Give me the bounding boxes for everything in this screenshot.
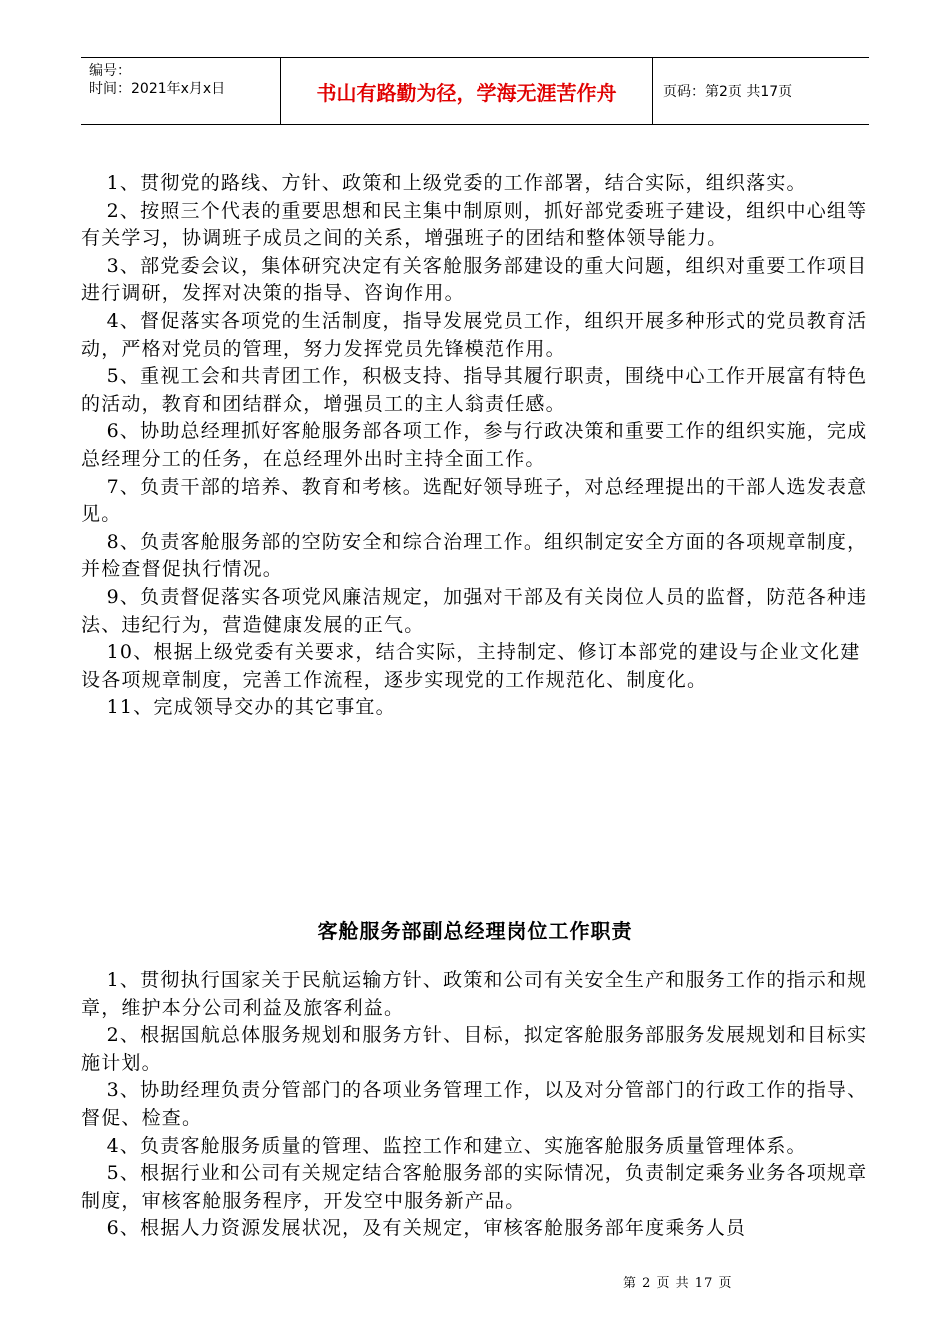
paragraph: 5、重视工会和共青团工作，积极支持、指导其履行职责，围绕中心工作开展富有特色的活动，教育和团结群众，增强员工的主人翁责任感。 [81,365,868,415]
document-time-label: 时间：2021年x月x日 [89,81,226,97]
paragraph: 4、督促落实各项党的生活制度，指导发展党员工作，组织开展多种形式的党员教育活动，严格对党员的管理，努力发挥党员先锋模范作用。 [81,309,868,360]
paragraph: 8、负责客舱服务部的空防安全和综合治理工作。组织制定安全方面的各项规章制度，并检查督促执行情况。 [81,530,868,581]
paragraph: 5、根据行业和公司有关规定结合客舱服务部的实际情况，负责制定乘务业务各项规章制度，审核客舱服务程序，开发空中服务新产品。 [81,1162,868,1212]
page-footer: 第 2 页 共 17 页 [623,1276,733,1291]
paragraph: 2、根据国航总体服务规划和服务方针、目标，拟定客舱服务部服务发展规划和目标实施计划。 [81,1024,868,1074]
section-title: 客舱服务部副总经理岗位工作职责 [317,919,633,943]
paragraph: 4、负责客舱服务质量的管理、监控工作和建立、实施客舱服务质量管理体系。 [106,1134,807,1157]
paragraph: 6、协助总经理抓好客舱服务部各项工作，参与行政决策和重要工作的组织实施，完成总经理分工的任务，在总经理外出时主持全面工作。 [81,420,868,470]
paragraph: 11、完成领导交办的其它事宜。 [106,696,396,719]
section1-body [81,170,873,722]
paragraph: 1、贯彻执行国家关于民航运输方针、政策和公司有关安全生产和服务工作的指示和规章，维护本分公司利益及旅客利益。 [81,969,868,1019]
paragraph: 6、根据人力资源发展状况，及有关规定，审核客舱服务部年度乘务人员 [106,1217,747,1240]
document-number-label: 编号： [89,63,131,79]
paragraph: 10、根据上级党委有关要求，结合实际，主持制定、修订本部党的建设与企业文化建设各项规章制度，完善工作流程，逐步实现党的工作规范化、制度化。 [81,641,861,691]
paragraph: 3、协助经理负责分管部门的各项业务管理工作，以及对分管部门的行政工作的指导、督促、检查。 [81,1079,868,1129]
section2-body [81,967,873,1243]
header-motto: 书山有路勤为径，学海无涯苦作舟 [281,58,653,124]
paragraph: 1、贯彻党的路线、方针、政策和上级党委的工作部署，结合实际，组织落实。 [106,172,807,194]
paragraph: 9、负责督促落实各项党风廉洁规定，加强对干部及有关岗位人员的监督，防范各种违法、违纪行为，营造健康发展的正气。 [81,585,868,636]
page-header [81,57,869,125]
header-page-info: 页码：第2页 共17页 [663,84,793,100]
header-meta [81,58,281,124]
paragraph: 7、负责干部的培养、教育和考核。选配好领导班子，对总经理提出的干部人选发表意见。 [81,475,868,526]
paragraph: 2、按照三个代表的重要思想和民主集中制原则，抓好部党委班子建设，组织中心组等有关学习，协调班子成员之间的关系，增强班子的团结和整体领导能力。 [81,199,868,250]
paragraph: 3、部党委会议，集体研究决定有关客舱服务部建设的重大问题，组织对重要工作项目进行调研，发挥对决策的指导、咨询作用。 [81,254,868,305]
